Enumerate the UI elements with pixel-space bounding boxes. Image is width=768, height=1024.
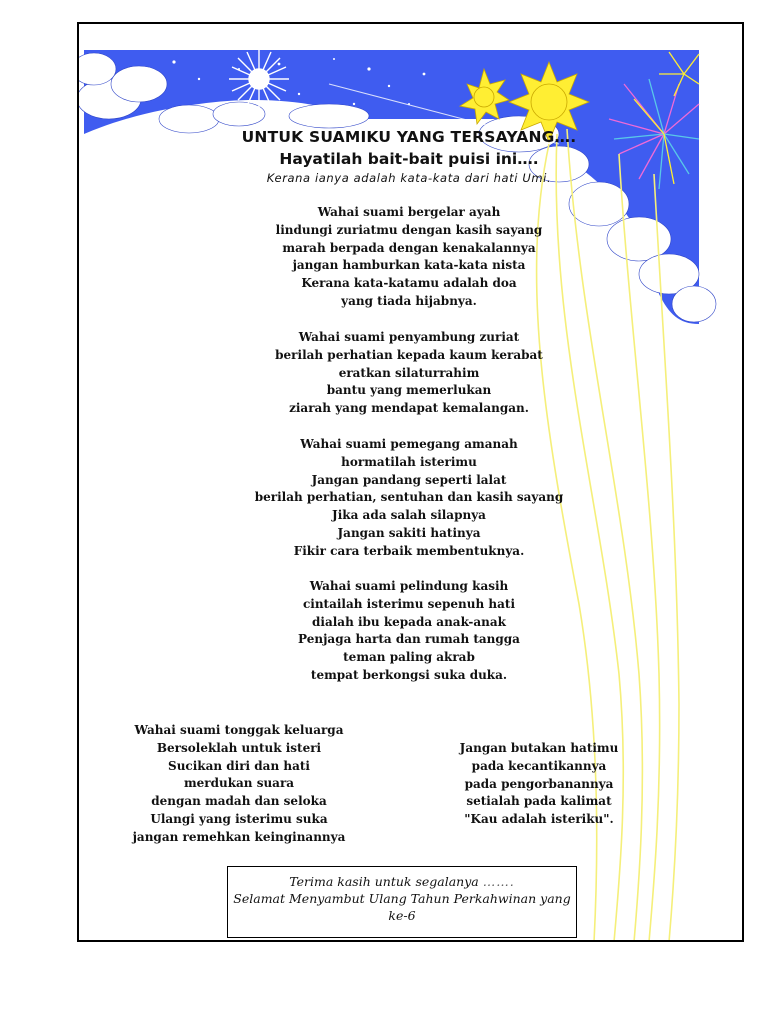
stanza-line: lindungi zuriatmu dengan kasih sayang (275, 222, 543, 237)
stanza-line: tempat berkongsi suka duka. (310, 667, 508, 682)
stanza-line: eratkan silaturrahim (338, 365, 480, 380)
stanza-line: merdukan suara (183, 776, 295, 791)
stanza-line: Wahai suami pemegang amanah (300, 437, 518, 451)
stanza-2 (219, 329, 599, 418)
stanza-line: Jangan butakan hatimu (459, 741, 619, 755)
stanza-line: Kerana kata-katamu adalah doa (301, 276, 517, 291)
closing-line-2: Selamat Menyambut Ulang Tahun Perkahwinan yang (233, 891, 571, 906)
closing-thanks: Terima kasih untuk segalanya (289, 874, 479, 889)
stanza-5 (109, 722, 369, 847)
closing-dots: ……. (482, 874, 515, 889)
stanza-line: teman paling akrab (343, 650, 475, 665)
white-sun (229, 49, 289, 109)
stanza-line: Ulangi yang isterimu suka (150, 811, 328, 826)
stanza-line: yang tiada hijabnya. (341, 293, 477, 308)
stanza-line: jangan hamburkan kata-kata nista (292, 258, 526, 273)
stanza-line: Wahai suami tonggak keluarga (134, 723, 344, 737)
stanza-line: marah berpada dengan kenakalannya (282, 240, 536, 255)
stanza-line: cintailah isterimu sepenuh hati (302, 596, 516, 611)
stanza-line: ziarah yang mendapat kemalangan. (289, 401, 529, 416)
closing-line-3: ke-6 (388, 908, 416, 923)
stanza-line: hormatilah isterimu (341, 454, 477, 469)
stanza-line: Bersoleklah untuk isteri (156, 740, 322, 755)
poem-title: UNTUK SUAMIKU YANG TERSAYANG…. (241, 128, 577, 146)
stanza-3 (219, 436, 599, 561)
stanza-line: Jangan pandang seperti lalat (311, 472, 507, 487)
stanza-line: Wahai suami bergelar ayah (317, 205, 501, 219)
poem-tagline: Kerana ianya adalah kata-kata dari hati Umi. (266, 171, 552, 185)
stanza-line: Penjaga harta dan rumah tangga (298, 632, 520, 647)
stanza-line: Sucikan diri dan hati (168, 758, 310, 773)
closing-message-box (227, 866, 577, 938)
poem-subtitle: Hayatilah bait-bait puisi ini…. (279, 150, 539, 168)
stanza-line: Wahai suami pelindung kasih (309, 579, 509, 593)
stanza-6 (419, 740, 659, 829)
stanza-line: setialah pada kalimat (466, 794, 612, 809)
stanza-line: berilah perhatian, sentuhan dan kasih sayang (254, 490, 564, 505)
stanza-line: Jangan sakiti hatinya (337, 525, 481, 540)
stanza-line: Fikir cara terbaik membentuknya. (293, 543, 525, 558)
stanza-line: pada kecantikannya (471, 758, 607, 773)
stanza-4 (219, 578, 599, 685)
stanza-line: jangan remehkan keinginannya (132, 829, 346, 844)
poem-page (77, 22, 744, 942)
stanza-line: bantu yang memerlukan (326, 383, 492, 398)
stanza-line: Wahai suami penyambung zuriat (298, 330, 520, 344)
stanza-line: pada pengorbanannya (464, 776, 614, 791)
closing-line-1 (228, 873, 576, 890)
stanza-line: "Kau adalah isteriku". (464, 812, 614, 827)
stanza-line: dialah ibu kepada anak-anak (312, 614, 506, 629)
stanza-line: berilah perhatian kepada kaum kerabat (275, 347, 543, 362)
stanza-line: dengan madah dan seloka (151, 794, 327, 809)
stanza-line: Jika ada salah silapnya (332, 508, 486, 523)
stanza-1 (219, 204, 599, 311)
